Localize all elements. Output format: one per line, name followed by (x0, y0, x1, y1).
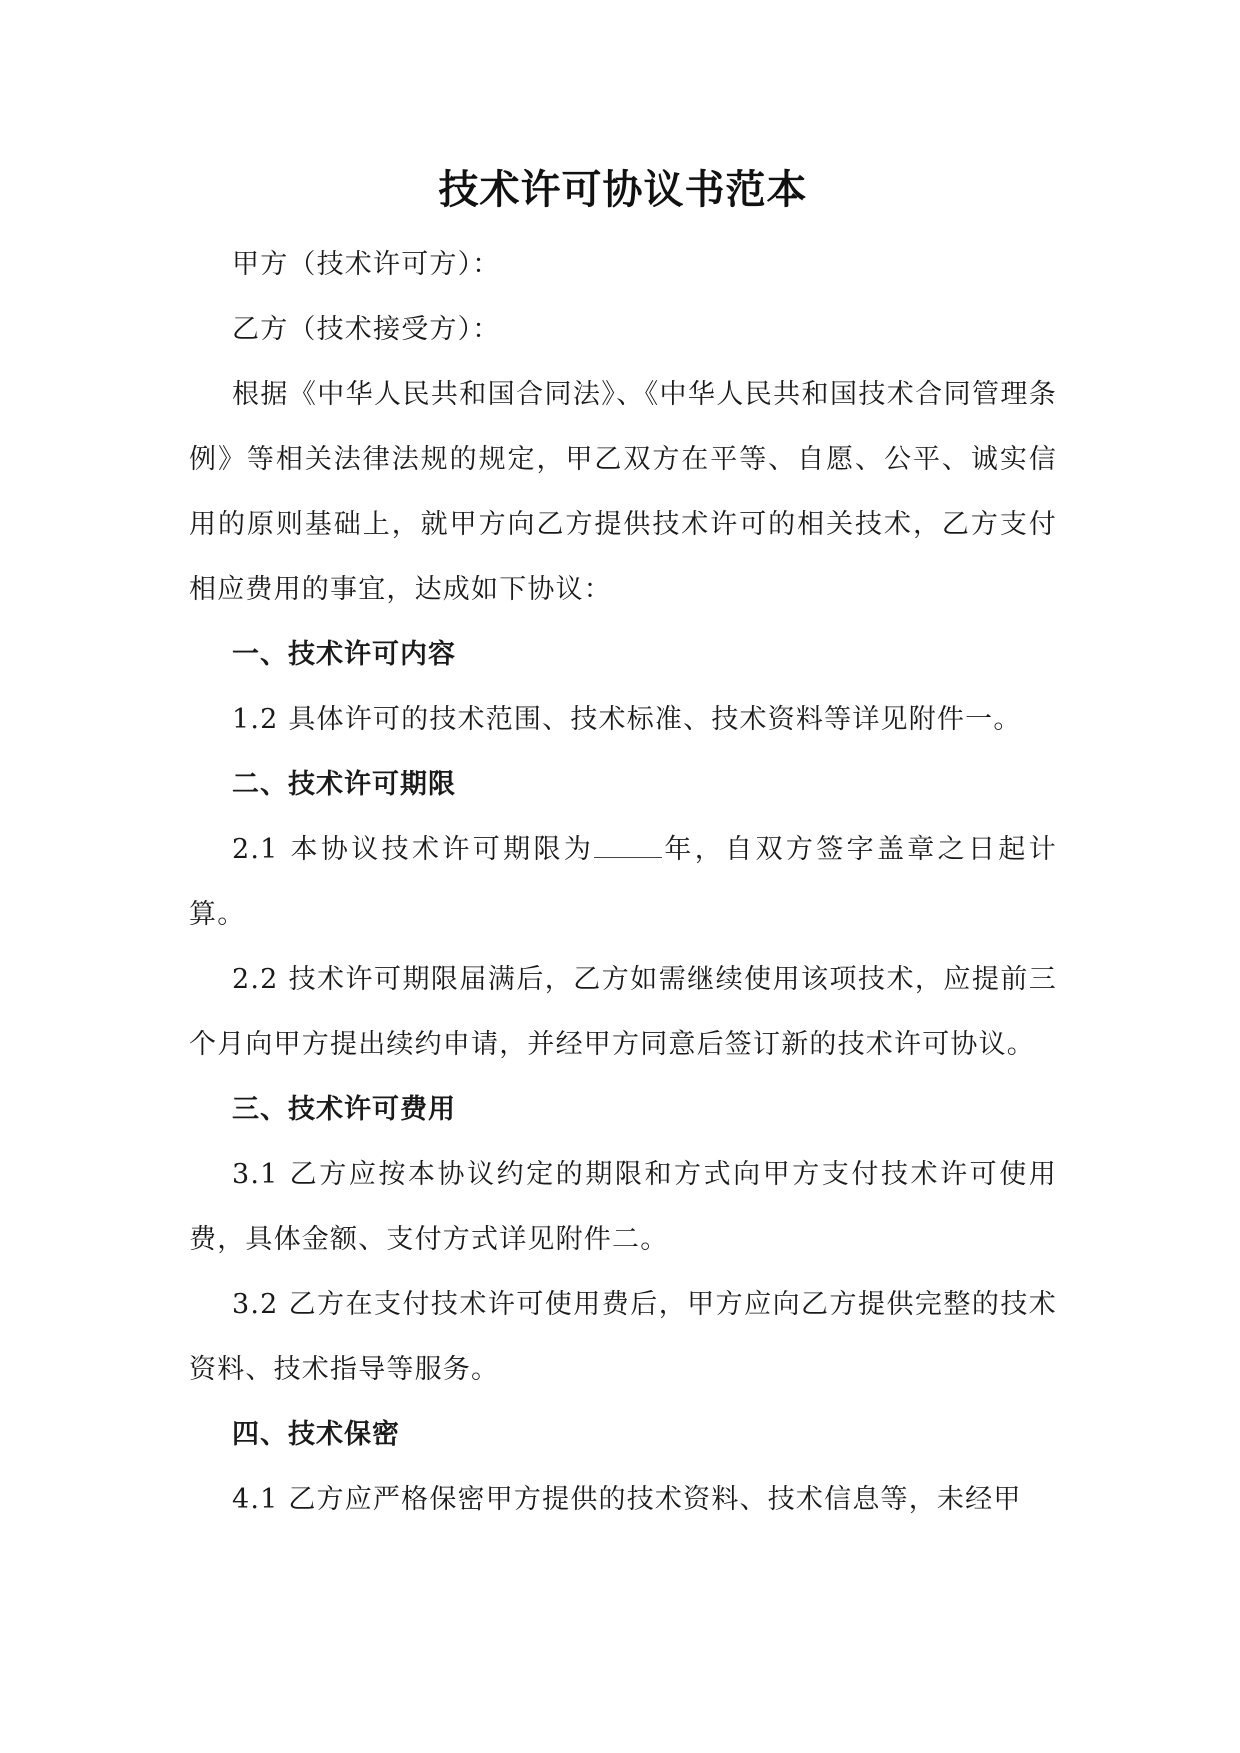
document-body (189, 167, 1057, 1532)
party-a-line: 甲方（技术许可方）： (232, 249, 501, 280)
party-b-line: 乙方（技术接受方）： (232, 314, 501, 345)
term-years-blank (594, 837, 662, 858)
section-heading-4: 四、技术保密 (232, 1419, 400, 1450)
clause-2-1-text-before: 2.1 本协议技术许可期限为 (232, 834, 595, 865)
clause-4-1: 4.1 乙方应严格保密甲方提供的技术资料、技术信息等，未经甲 (232, 1484, 1022, 1515)
preamble-paragraph: 根据《中华人民共和国合同法》、《中华人民共和国技术合同管理条例》等相关法律法规的规定，甲乙双方在平等、自愿、公平、诚实信用的原则基础上，就甲方向乙方提供技术许可的相关技术，乙方支付相应费用的事宜，达成如下协议： (189, 379, 1057, 605)
clause-3-1: 3.1 乙方应按本协议约定的期限和方式向甲方支付技术许可使用费，具体金额、支付方式详见附件二。 (189, 1159, 1057, 1255)
clause-2-1-text-after: 年，自双方签字盖章之日起计算。 (189, 834, 1057, 930)
clause-2-2: 2.2 技术许可期限届满后，乙方如需继续使用该项技术，应提前三个月向甲方提出续约申请，并经甲方同意后签订新的技术许可协议。 (189, 964, 1057, 1060)
clause-3-2: 3.2 乙方在支付技术许可使用费后，甲方应向乙方提供完整的技术资料、技术指导等服务。 (189, 1289, 1057, 1385)
clause-1-2: 1.2 具体许可的技术范围、技术标准、技术资料等详见附件一。 (232, 704, 1022, 735)
clause-2-1 (189, 817, 1057, 947)
section-heading-2: 二、技术许可期限 (232, 769, 456, 800)
section-heading-3: 三、技术许可费用 (232, 1094, 456, 1125)
section-heading-1: 一、技术许可内容 (232, 639, 456, 670)
document-title: 技术许可协议书范本 (438, 167, 808, 213)
